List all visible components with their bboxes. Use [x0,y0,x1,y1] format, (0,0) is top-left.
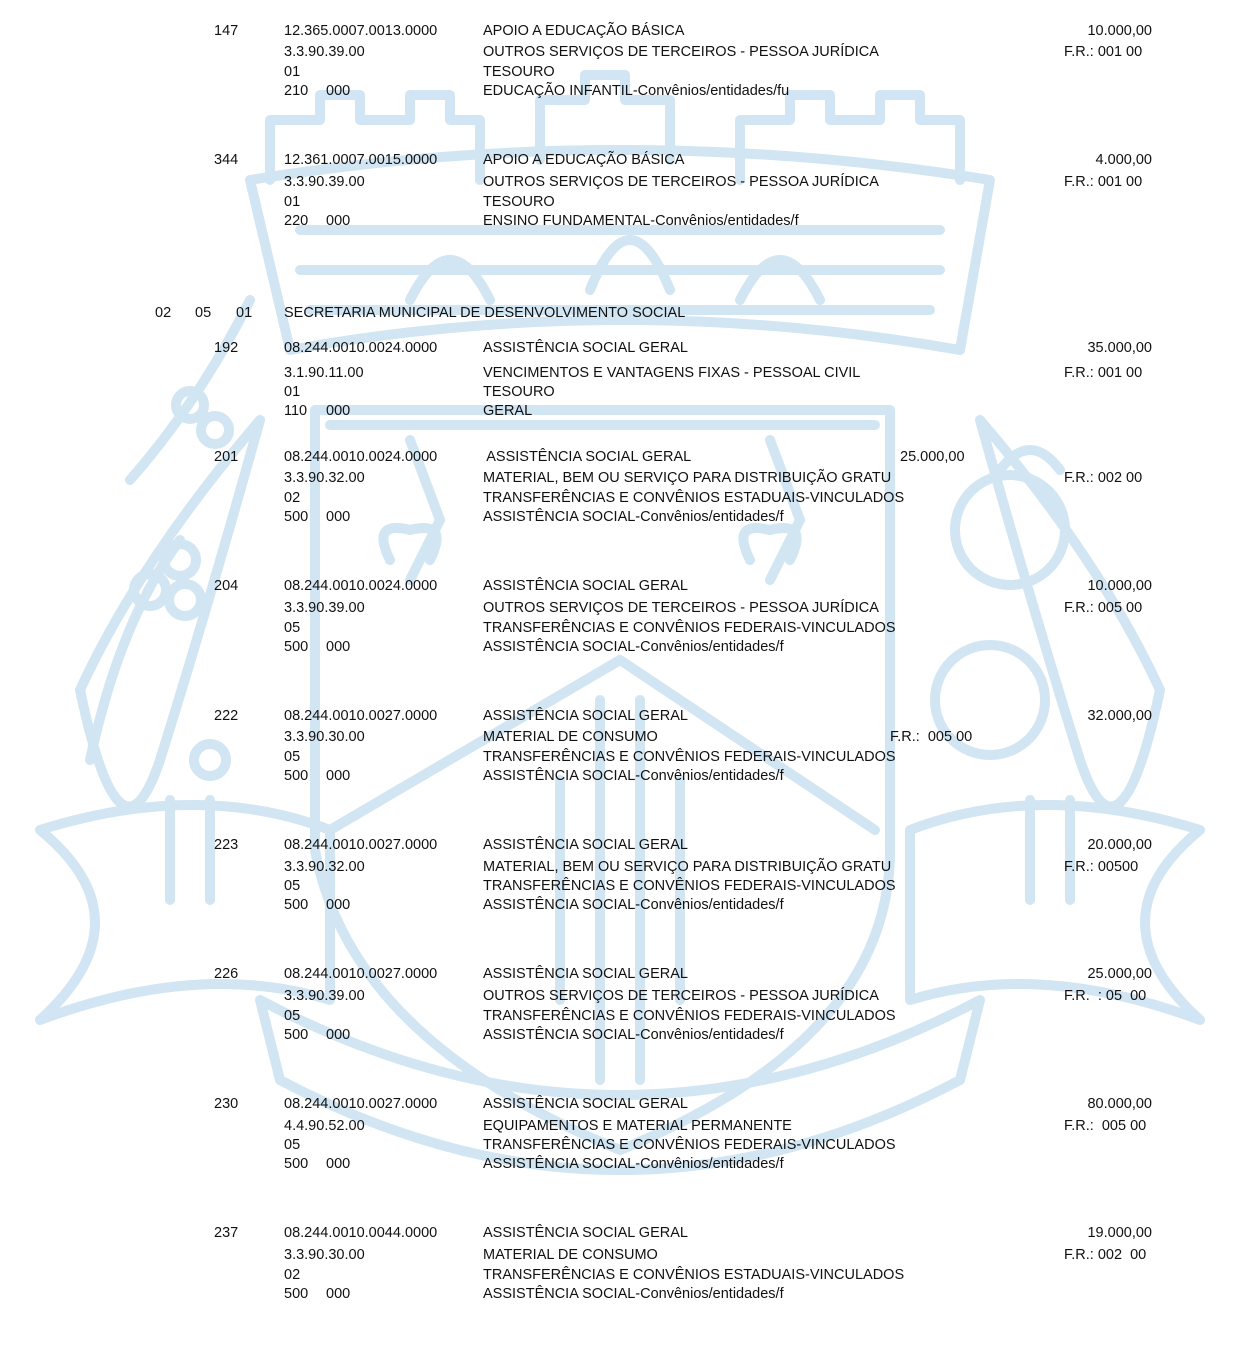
entry-expense-type: VENCIMENTOS E VANTAGENS FIXAS - PESSOAL CIVIL [483,365,861,381]
entry-element-code: 3.1.90.11.00 [284,365,364,381]
entry-program-code: 08.244.0010.0027.0000 [284,837,438,853]
entry-action: APOIO A EDUCAÇÃO BÁSICA [483,152,685,168]
section-code-level: 01 [236,305,253,321]
entry-subcode: 500 [284,1286,309,1302]
entry-value: 32.000,00 [1087,708,1152,724]
entry-id: 147 [214,23,239,39]
entry-program-code: 08.244.0010.0027.0000 [284,708,438,724]
entry-source-code: 05 [284,878,301,894]
entry-detail: EDUCAÇÃO INFANTIL-Convênios/entidades/fu [483,83,790,99]
entry-subcode2: 000 [326,1027,351,1043]
entry-resource: TRANSFERÊNCIAS E CONVÊNIOS FEDERAIS-VINCULADOS [483,749,896,765]
entry-program-code: 12.365.0007.0013.0000 [284,23,438,39]
entry-resource: TRANSFERÊNCIAS E CONVÊNIOS ESTADUAIS-VINCULADOS [483,1267,905,1283]
entry-resource: TRANSFERÊNCIAS E CONVÊNIOS FEDERAIS-VINCULADOS [483,620,896,636]
entry-fr: F.R.: 002 00 [1064,1247,1147,1263]
entry-value: 10.000,00 [1087,578,1152,594]
entry-detail: ASSISTÊNCIA SOCIAL-Convênios/entidades/f [483,1286,784,1302]
entry-program-code: 08.244.0010.0027.0000 [284,966,438,982]
entry-program-code: 08.244.0010.0024.0000 [284,578,438,594]
entry-subcode: 210 [284,83,309,99]
entry-expense-type: OUTROS SERVIÇOS DE TERCEIROS - PESSOA JURÍDICA [483,174,879,190]
entry-expense-type: OUTROS SERVIÇOS DE TERCEIROS - PESSOA JURÍDICA [483,44,879,60]
entry-program-code: 08.244.0010.0044.0000 [284,1225,438,1241]
entry-detail: GERAL [483,403,533,419]
entry-id: 223 [214,837,239,853]
entry-id: 222 [214,708,239,724]
entry-subcode: 500 [284,1027,309,1043]
entry-resource: TRANSFERÊNCIAS E CONVÊNIOS FEDERAIS-VINCULADOS [483,1137,896,1153]
entry-subcode: 500 [284,768,309,784]
entry-expense-type: MATERIAL DE CONSUMO [483,1247,658,1263]
entry-id: 201 [214,449,239,465]
entry-subcode: 500 [284,509,309,525]
entry-element-code: 3.3.90.32.00 [284,859,365,875]
section-code-unit: 02 [155,305,172,321]
entry-id: 237 [214,1225,239,1241]
entry-expense-type: MATERIAL, BEM OU SERVIÇO PARA DISTRIBUIÇÃO GRATU [483,470,892,486]
entry-action: ASSISTÊNCIA SOCIAL GERAL [483,1096,688,1112]
entry-expense-type: MATERIAL DE CONSUMO [483,729,658,745]
entry-program-code: 08.244.0010.0024.0000 [284,340,438,356]
entry-element-code: 3.3.90.39.00 [284,44,365,60]
entry-element-code: 4.4.90.52.00 [284,1118,365,1134]
entry-subcode2: 000 [326,509,351,525]
entry-subcode: 500 [284,1156,309,1172]
entry-fr: F.R.: 005 00 [890,729,973,745]
entry-resource: TRANSFERÊNCIAS E CONVÊNIOS FEDERAIS-VINCULADOS [483,878,896,894]
entry-source-code: 05 [284,620,301,636]
entry-element-code: 3.3.90.30.00 [284,1247,365,1263]
entry-id: 344 [214,152,239,168]
entry-program-code: 08.244.0010.0027.0000 [284,1096,438,1112]
entry-subcode2: 000 [326,83,351,99]
entry-element-code: 3.3.90.39.00 [284,988,365,1004]
entry-subcode2: 000 [326,768,351,784]
entry-resource: TESOURO [483,384,555,400]
entry-value: 4.000,00 [1095,152,1152,168]
entry-fr: F.R.: 005 00 [1064,600,1143,616]
entry-resource: TESOURO [483,64,555,80]
entry-action: ASSISTÊNCIA SOCIAL GERAL [483,837,688,853]
entry-subcode: 220 [284,213,309,229]
entry-value: 19.000,00 [1087,1225,1152,1241]
entry-fr: F.R.: 001 00 [1064,44,1143,60]
entry-action: ASSISTÊNCIA SOCIAL GERAL [483,449,692,465]
entry-detail: ASSISTÊNCIA SOCIAL-Convênios/entidades/f [483,639,784,655]
entry-id: 192 [214,340,239,356]
entry-element-code: 3.3.90.30.00 [284,729,365,745]
entry-id: 226 [214,966,239,982]
entry-resource: TRANSFERÊNCIAS E CONVÊNIOS ESTADUAIS-VINCULADOS [483,490,905,506]
entry-id: 230 [214,1096,239,1112]
entry-fr: F.R.: 005 00 [1064,1118,1147,1134]
entry-subcode2: 000 [326,639,351,655]
entry-program-code: 12.361.0007.0015.0000 [284,152,438,168]
entry-value: 20.000,00 [1087,837,1152,853]
entry-action: APOIO A EDUCAÇÃO BÁSICA [483,23,685,39]
section-code-subunit: 05 [195,305,212,321]
entry-detail: ASSISTÊNCIA SOCIAL-Convênios/entidades/f [483,768,784,784]
entry-subcode2: 000 [326,1156,351,1172]
entry-subcode2: 000 [326,1286,351,1302]
entry-expense-type: OUTROS SERVIÇOS DE TERCEIROS - PESSOA JURÍDICA [483,988,879,1004]
entry-action: ASSISTÊNCIA SOCIAL GERAL [483,1225,688,1241]
entry-subcode2: 000 [326,897,351,913]
entry-source-code: 05 [284,1008,301,1024]
entry-expense-type: EQUIPAMENTOS E MATERIAL PERMANENTE [483,1118,792,1134]
entry-detail: ASSISTÊNCIA SOCIAL-Convênios/entidades/f [483,897,784,913]
entry-fr: F.R.: 00500 [1064,859,1139,875]
entry-source-code: 02 [284,1267,301,1283]
entry-action: ASSISTÊNCIA SOCIAL GERAL [483,340,688,356]
entry-element-code: 3.3.90.32.00 [284,470,365,486]
entry-detail: ASSISTÊNCIA SOCIAL-Convênios/entidades/f [483,1156,784,1172]
entry-value: 25.000,00 [900,449,965,465]
entry-source-code: 02 [284,490,301,506]
entry-value: 80.000,00 [1087,1096,1152,1112]
entry-subcode: 110 [284,403,308,419]
entry-value: 25.000,00 [1087,966,1152,982]
entry-source-code: 05 [284,1137,301,1153]
entry-expense-type: OUTROS SERVIÇOS DE TERCEIROS - PESSOA JURÍDICA [483,600,879,616]
entry-source-code: 01 [284,194,301,210]
entry-action: ASSISTÊNCIA SOCIAL GERAL [483,578,688,594]
entry-detail: ENSINO FUNDAMENTAL-Convênios/entidades/f [483,213,799,229]
entry-source-code: 01 [284,64,301,80]
entry-detail: ASSISTÊNCIA SOCIAL-Convênios/entidades/f [483,509,784,525]
entry-action: ASSISTÊNCIA SOCIAL GERAL [483,708,688,724]
entry-element-code: 3.3.90.39.00 [284,174,365,190]
entry-fr: F.R.: 001 00 [1064,365,1143,381]
entry-resource: TESOURO [483,194,555,210]
entry-fr: F.R. : 05 00 [1064,988,1147,1004]
entry-fr: F.R.: 001 00 [1064,174,1143,190]
entry-subcode: 500 [284,639,309,655]
entry-source-code: 05 [284,749,301,765]
entry-program-code: 08.244.0010.0024.0000 [284,449,438,465]
entry-subcode: 500 [284,897,309,913]
entry-action: ASSISTÊNCIA SOCIAL GERAL [483,966,688,982]
entry-element-code: 3.3.90.39.00 [284,600,365,616]
entry-subcode2: 000 [326,403,351,419]
entry-fr: F.R.: 002 00 [1064,470,1143,486]
section-title: SECRETARIA MUNICIPAL DE DESENVOLVIMENTO SOCIAL [284,305,686,321]
entry-id: 204 [214,578,239,594]
entry-subcode2: 000 [326,213,351,229]
entry-resource: TRANSFERÊNCIAS E CONVÊNIOS FEDERAIS-VINCULADOS [483,1008,896,1024]
entry-value: 35.000,00 [1087,340,1152,356]
entry-source-code: 01 [284,384,301,400]
entry-detail: ASSISTÊNCIA SOCIAL-Convênios/entidades/f [483,1027,784,1043]
entry-value: 10.000,00 [1087,23,1152,39]
entry-expense-type: MATERIAL, BEM OU SERVIÇO PARA DISTRIBUIÇÃO GRATU [483,859,892,875]
